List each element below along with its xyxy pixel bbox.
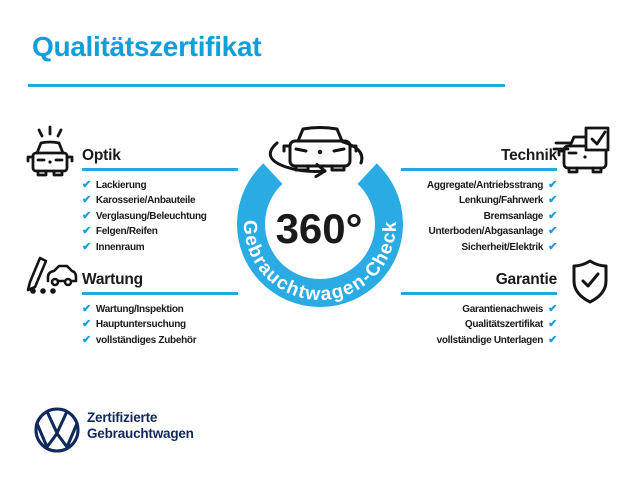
brand-claim-line1: Zertifizierte	[87, 410, 158, 425]
checklist-item	[82, 242, 238, 253]
shiny-car-icon	[28, 127, 72, 175]
vw-logo	[36, 409, 78, 451]
checklist-item	[401, 211, 557, 222]
section-technik-underline	[401, 168, 557, 171]
brand-claim	[87, 410, 194, 442]
checklist-item	[82, 319, 238, 330]
section-optik-title: Optik	[82, 147, 121, 164]
section-optik-underline	[82, 168, 238, 171]
section-wartung-list	[82, 304, 238, 346]
checklist-item	[401, 335, 557, 346]
section-technik	[401, 147, 557, 253]
checklist-item	[82, 226, 238, 237]
check-icon: ✔	[548, 209, 557, 222]
check-icon: ✔	[548, 240, 557, 253]
check-icon: ✔	[548, 302, 557, 315]
checklist-item-label: Felgen/Reifen	[95, 226, 158, 237]
checklist-item	[82, 304, 238, 315]
checklist-item-label: Aggregate/Antriebsstrang	[426, 179, 544, 191]
car-360-rotation-icon	[270, 128, 362, 177]
section-garantie-list	[401, 304, 557, 346]
checklist-item	[82, 335, 238, 346]
section-optik-list	[82, 180, 238, 253]
check-icon: ✔	[82, 302, 91, 315]
section-wartung-underline	[82, 292, 238, 295]
checklist-item	[82, 211, 238, 222]
checklist-item-label: Bremsanlage	[483, 210, 544, 222]
checklist-item	[401, 226, 557, 237]
checklist-item	[82, 180, 238, 191]
section-garantie	[401, 271, 557, 346]
checklist-item-label: Unterboden/Abgasanlage	[428, 226, 544, 237]
section-optik	[82, 147, 238, 253]
checklist-item-label: Lenkung/Fahrwerk	[458, 195, 544, 206]
check-icon: ✔	[82, 225, 91, 237]
checklist-item	[401, 304, 557, 315]
check-icon: ✔	[82, 333, 91, 346]
checklist-item-label: Karosserie/Anbauteile	[95, 195, 196, 206]
checklist-item	[82, 195, 238, 206]
check-icon: ✔	[548, 225, 557, 237]
section-garantie-title: Garantie	[495, 271, 557, 288]
checklist-item	[401, 180, 557, 191]
page-title: Qualitätszertifikat	[32, 31, 262, 62]
checklist-item	[401, 195, 557, 206]
section-wartung	[82, 271, 238, 346]
checklist-item-label: Qualitätszertifikat	[464, 319, 544, 330]
checklist-item-label: Sicherheit/Elektrik	[461, 241, 544, 253]
checklist-item-label: Garantienachweis	[462, 303, 544, 315]
ring-360	[239, 168, 401, 305]
check-icon: ✔	[548, 318, 557, 330]
checklist-item-label: Innenraum	[95, 241, 145, 253]
section-garantie-underline	[401, 292, 557, 295]
check-icon: ✔	[548, 333, 557, 346]
checklist-item	[401, 242, 557, 253]
check-icon: ✔	[82, 194, 91, 206]
checklist-item-label: Wartung/Inspektion	[95, 303, 184, 315]
ring-label: Gebrauchtwagen-Check	[238, 219, 402, 306]
check-icon: ✔	[82, 318, 91, 330]
car-checkbox-icon	[554, 128, 608, 172]
shield-check-icon	[574, 261, 606, 302]
check-icon: ✔	[82, 209, 91, 222]
pencil-car-icon	[28, 258, 76, 294]
checklist-item	[401, 319, 557, 330]
check-icon: ✔	[82, 178, 91, 191]
section-technik-title: Technik	[500, 147, 557, 164]
check-icon: ✔	[82, 240, 91, 253]
checklist-item-label: vollständige Unterlagen	[436, 334, 544, 346]
check-icon: ✔	[548, 178, 557, 191]
checklist-item-label: Lackierung	[95, 179, 147, 191]
brand-claim-line2: Gebrauchtwagen	[87, 426, 194, 441]
section-wartung-title: Wartung	[82, 271, 143, 288]
checklist-item-label: Hauptuntersuchung	[95, 319, 186, 330]
checklist-item-label: Verglasung/Beleuchtung	[95, 210, 207, 222]
check-icon: ✔	[548, 194, 557, 206]
badge-360-value: 360°	[275, 205, 363, 252]
checklist-item-label: vollständiges Zubehör	[95, 334, 197, 346]
section-technik-list	[401, 180, 557, 253]
